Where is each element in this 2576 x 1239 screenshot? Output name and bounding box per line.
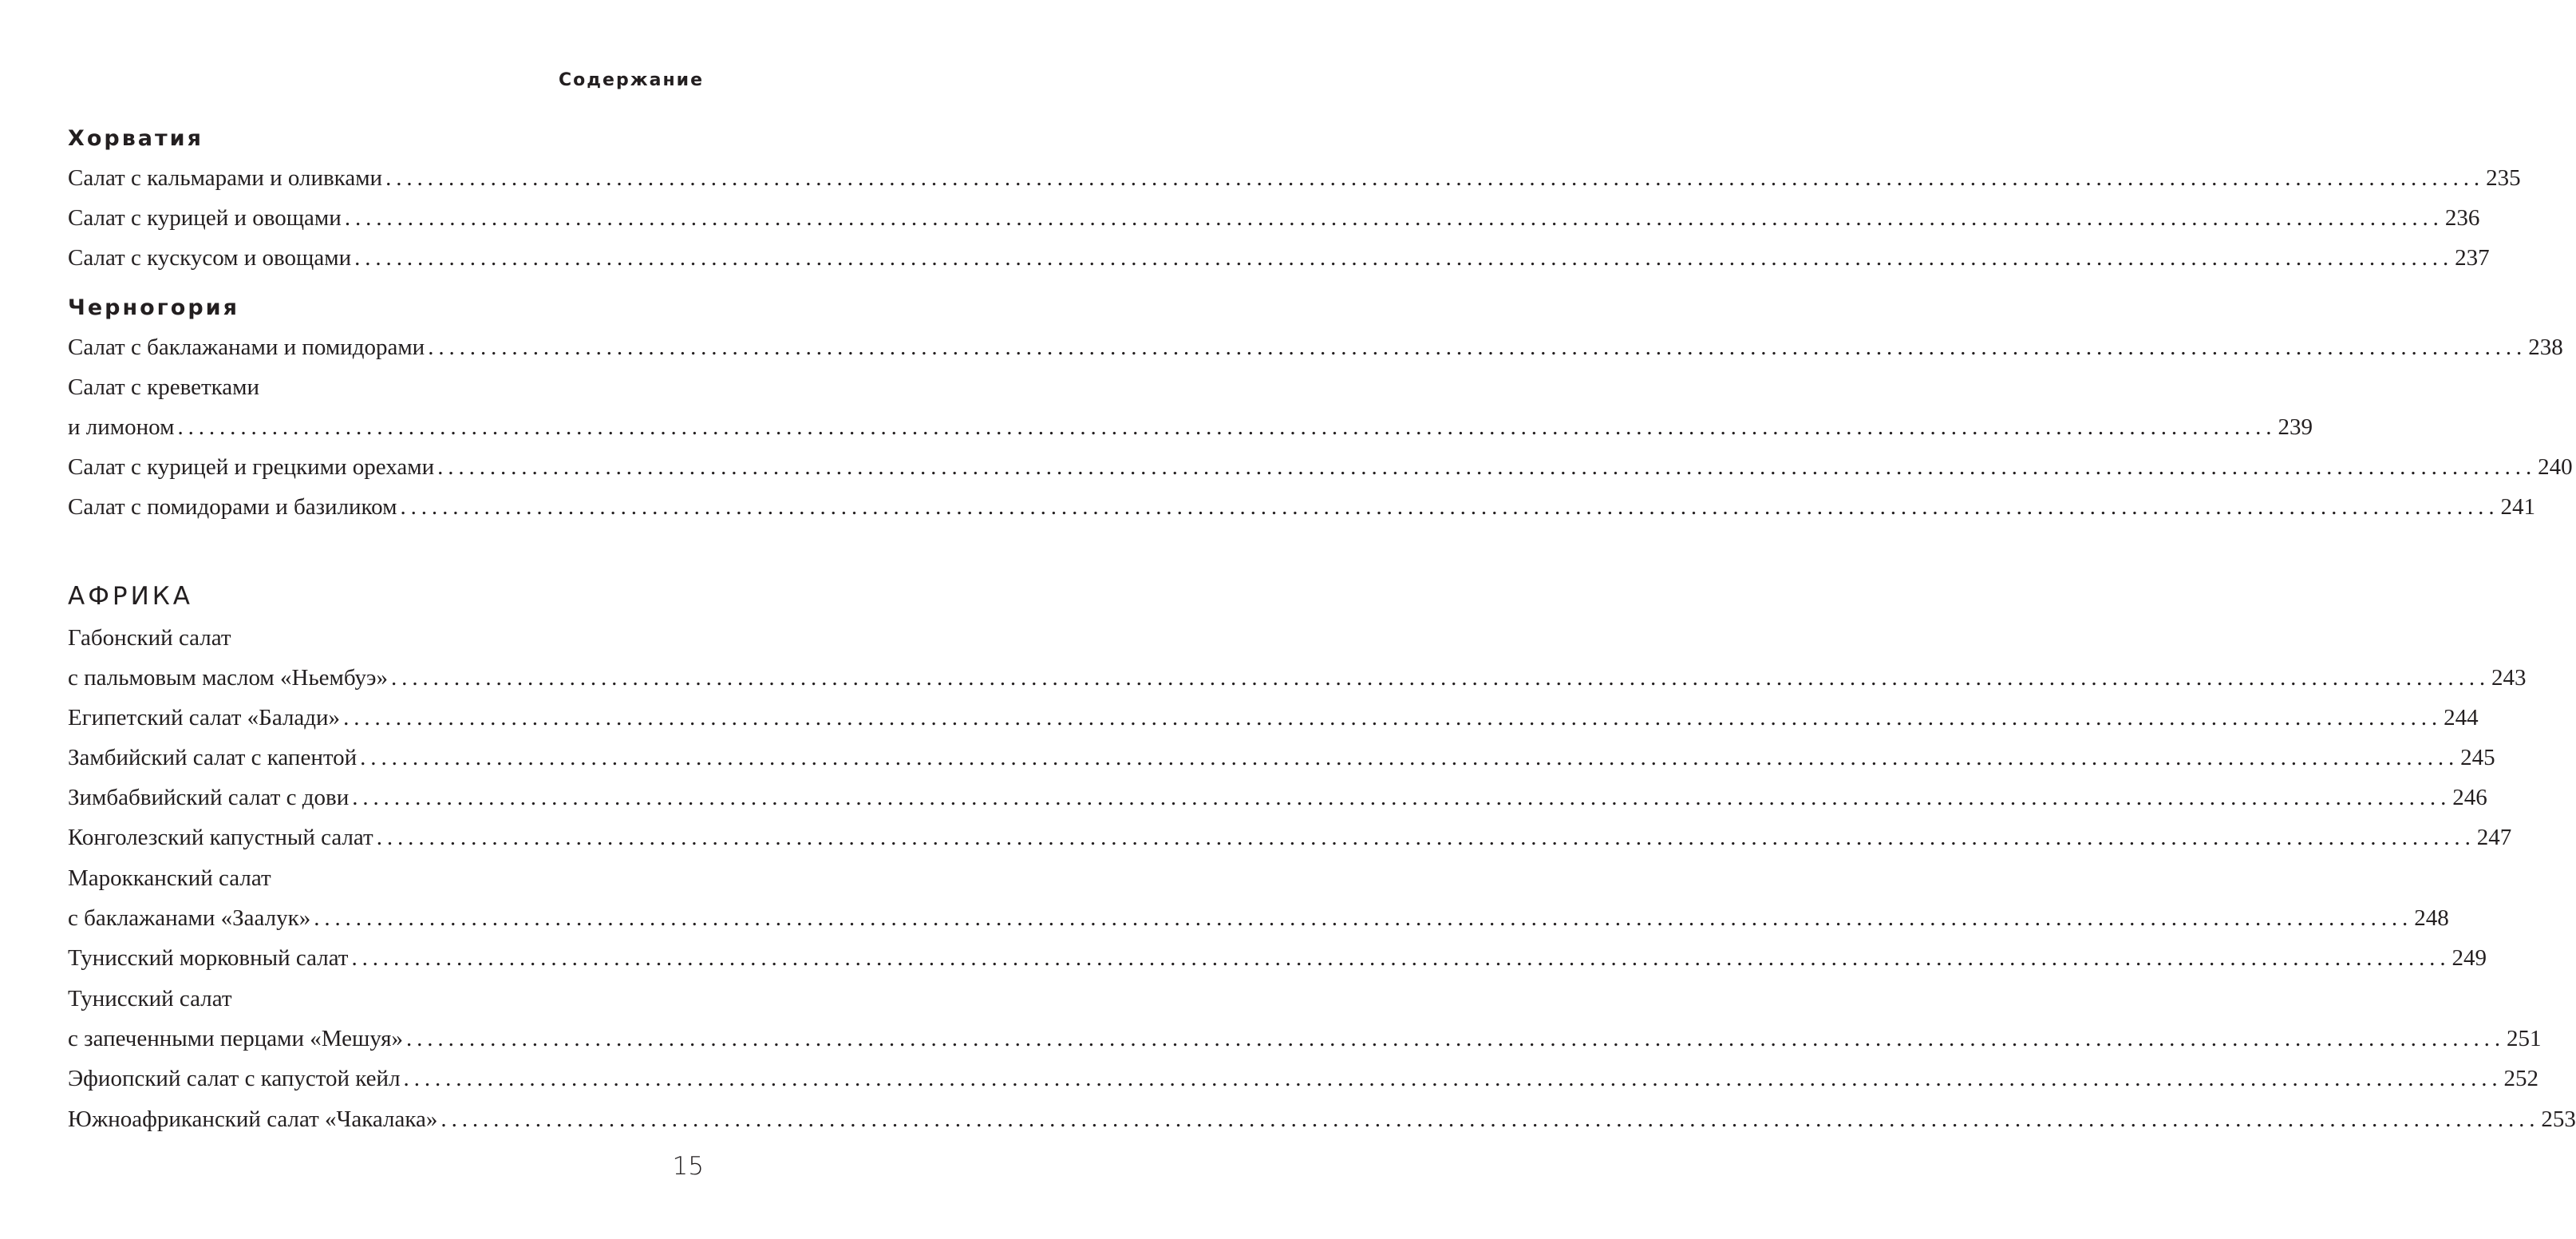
dot-leader: ........................................................................................................................................................................................................ — [400, 494, 2499, 520]
toc-entry-title: и лимоном — [68, 414, 175, 440]
toc-entry-title: Тунисский морковный салат — [68, 945, 349, 971]
toc-entry-page: 236 — [2444, 205, 2480, 231]
toc-entry[interactable] — [68, 944, 2487, 972]
toc-entry-page: 245 — [2460, 745, 2495, 770]
dot-leader: ........................................................................................................................................................................................................ — [351, 945, 2451, 971]
toc-entry-first-line[interactable] — [68, 374, 670, 401]
toc-entry-page: 243 — [2491, 665, 2527, 691]
region-heading-africa: АФРИКА — [68, 582, 193, 611]
dot-leader: ........................................................................................................................................................................................................ — [391, 665, 2491, 691]
dot-leader: ........................................................................................................................................................................................................ — [403, 1066, 2503, 1091]
dot-leader: ........................................................................................................................................................................................................ — [428, 334, 2527, 360]
toc-entry-page: 241 — [2500, 494, 2535, 520]
dot-leader: ........................................................................................................................................................................................................ — [437, 454, 2537, 480]
toc-entry-title: с пальмовым маслом «Ньембуэ» — [68, 665, 389, 691]
dot-leader: ........................................................................................................................................................................................................ — [177, 414, 2277, 440]
dot-leader: ........................................................................................................................................................................................................ — [360, 745, 2459, 770]
dot-leader: ........................................................................................................................................................................................................ — [405, 1026, 2505, 1051]
toc-entry-page: 237 — [2455, 245, 2490, 271]
toc-entry[interactable] — [68, 164, 2521, 192]
toc-entry[interactable] — [68, 414, 2313, 441]
dot-leader: ........................................................................................................................................................................................................ — [354, 245, 2454, 271]
toc-entry[interactable] — [68, 1065, 2539, 1092]
toc-entry[interactable] — [68, 244, 2490, 271]
toc-entry-title: Марокканский салат — [68, 865, 271, 891]
toc-entry[interactable] — [68, 784, 2487, 811]
toc-entry-first-line[interactable] — [68, 624, 670, 651]
running-head: Содержание — [559, 70, 704, 90]
toc-entry-title: Тунисский салат — [68, 986, 232, 1011]
toc-entry-title: Южноафриканский салат «Чакалака» — [68, 1106, 438, 1132]
toc-entry[interactable] — [68, 334, 2563, 361]
toc-entry[interactable] — [68, 204, 2480, 232]
toc-entry[interactable] — [68, 1025, 2542, 1052]
toc-entry-page: 251 — [2506, 1026, 2542, 1051]
toc-entry[interactable] — [68, 905, 2449, 932]
toc-entry-page: 249 — [2452, 945, 2487, 971]
toc-entry-title: Салат с курицей и овощами — [68, 205, 342, 231]
toc-entry-page: 247 — [2476, 825, 2512, 850]
toc-entry-title: Конголезский капустный салат — [68, 825, 373, 850]
toc-entry-title: Зимбабвийский салат с дови — [68, 785, 350, 810]
dot-leader: ........................................................................................................................................................................................................ — [441, 1106, 2540, 1132]
toc-entry-title: Салат с креветками — [68, 374, 260, 400]
dot-leader: ........................................................................................................................................................................................................ — [344, 205, 2444, 231]
toc-entry-page: 252 — [2503, 1066, 2539, 1091]
dot-leader: ........................................................................................................................................................................................................ — [314, 905, 2413, 931]
toc-entry[interactable] — [68, 664, 2527, 691]
toc-entry-title: Египетский салат «Балади» — [68, 705, 341, 730]
toc-entry[interactable] — [68, 493, 2535, 521]
toc-entry-title: Салат с кускусом и овощами — [68, 245, 352, 271]
toc-entry-first-line[interactable] — [68, 985, 670, 1012]
toc-entry-title: с баклажанами «Заалук» — [68, 905, 311, 931]
toc-entry-title: Габонский салат — [68, 625, 231, 651]
toc-entry-page: 246 — [2452, 785, 2487, 810]
toc-entry[interactable] — [68, 704, 2479, 731]
toc-entry-page: 239 — [2278, 414, 2313, 440]
toc-entry-title: Замбийский салат с капентой — [68, 745, 358, 770]
toc-entry[interactable] — [68, 744, 2495, 771]
dot-leader: ........................................................................................................................................................................................................ — [376, 825, 2475, 850]
toc-entry-first-line[interactable] — [68, 865, 670, 892]
toc-entry-page: 238 — [2528, 334, 2563, 360]
page-number: 15 — [672, 1152, 704, 1181]
toc-entry[interactable] — [68, 453, 2573, 481]
toc-entry[interactable] — [68, 824, 2512, 851]
dot-leader: ........................................................................................................................................................................................................ — [343, 705, 2443, 730]
toc-entry-page: 253 — [2541, 1106, 2576, 1132]
section-heading-croatia: Хорватия — [68, 126, 203, 151]
toc-entry-page: 244 — [2444, 705, 2479, 730]
toc-entry-page: 240 — [2538, 454, 2573, 480]
toc-entry-title: с запеченными перцами «Мешуя» — [68, 1026, 403, 1051]
toc-entry-page: 248 — [2414, 905, 2449, 931]
section-heading-montenegro: Черногория — [68, 295, 239, 320]
toc-entry-title: Салат с помидорами и базиликом — [68, 494, 397, 520]
toc-entry-page: 235 — [2486, 165, 2521, 191]
toc-entry-title: Салат с баклажанами и помидорами — [68, 334, 425, 360]
dot-leader: ........................................................................................................................................................................................................ — [352, 785, 2452, 810]
toc-entry-title: Салат с кальмарами и оливками — [68, 165, 383, 191]
dot-leader: ........................................................................................................................................................................................................ — [385, 165, 2485, 191]
toc-entry-title: Салат с курицей и грецкими орехами — [68, 454, 435, 480]
toc-entry-title: Эфиопский салат с капустой кейл — [68, 1066, 401, 1091]
toc-entry[interactable] — [68, 1106, 2576, 1133]
